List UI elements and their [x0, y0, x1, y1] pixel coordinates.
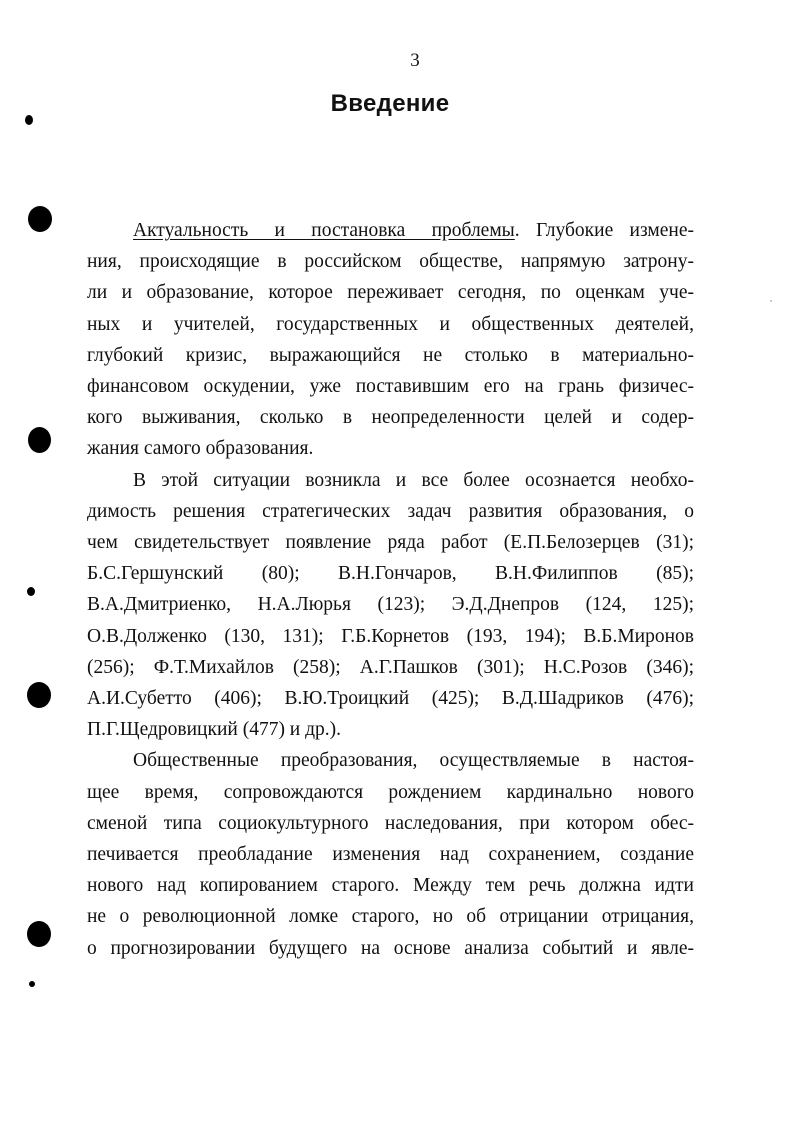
text-line: В.А.Дмитриенко, Н.А.Люрья (123); Э.Д.Днепров (124, 125);	[87, 594, 694, 616]
page-number: 3	[410, 50, 420, 71]
punch-hole-mark	[27, 587, 35, 596]
page-title: Введение	[330, 90, 450, 117]
text-line: О.В.Долженко (130, 131); Г.Б.Корнетов (193, 194); В.Б.Миронов	[87, 625, 694, 647]
punch-hole-mark	[28, 206, 52, 232]
text-line: финансовом оскудении, уже поставившим его на грань физичес-	[87, 376, 694, 398]
paragraph	[87, 745, 694, 963]
text-line: ния, происходящие в российском обществе, напрямую затрону-	[87, 251, 694, 273]
text-line: нового над копированием старого. Между тем речь должна идти	[87, 875, 694, 897]
text-line: чем свидетельствует появление ряда работ (Е.П.Белозерцев (31);	[87, 532, 694, 554]
text-line: ных и учителей, государственных и общественных деятелей,	[87, 313, 694, 335]
text-line: (256); Ф.Т.Михайлов (258); А.Г.Пашков (301); Н.С.Розов (346);	[87, 656, 694, 678]
scan-speck	[770, 300, 772, 302]
text-line: не о революционной ломке старого, но об отрицании отрицания,	[87, 906, 694, 928]
punch-hole-mark	[27, 682, 51, 708]
text-line: о прогнозировании будущего на основе анализа событий и явле-	[87, 937, 694, 959]
paragraph	[87, 215, 694, 465]
text-line: кого выживания, сколько в неопределенности целей и содер-	[87, 407, 694, 429]
punch-hole-mark	[29, 981, 35, 987]
text-line: щее время, сопровождаются рождением кардинально нового	[87, 781, 694, 803]
text-line: Актуальность и постановка проблемы. Глубокие измене-	[133, 220, 694, 241]
text-line: А.И.Субетто (406); В.Ю.Троицкий (425); В.Д.Шадриков (476);	[87, 688, 694, 710]
text-line: В этой ситуации возникла и все более осознается необхо-	[133, 469, 694, 491]
punch-hole-mark	[27, 921, 51, 947]
punch-hole-mark	[28, 427, 51, 453]
text-line: глубокий кризис, выражающийся не столько в материально-	[87, 344, 694, 366]
text-line: П.Г.Щедровицкий (477) и др.).	[87, 719, 342, 741]
text-line: димость решения стратегических задач развития образования, о	[87, 500, 694, 522]
text-line: Б.С.Гершунский (80); В.Н.Гончаров, В.Н.Филиппов (85);	[87, 563, 694, 585]
text-line: Общественные преобразования, осуществляемые в настоя-	[133, 750, 694, 772]
text-line: печивается преобладание изменения над сохранением, создание	[87, 844, 694, 866]
document-body	[87, 215, 694, 964]
text-line: жания самого образования.	[87, 438, 314, 460]
underlined-heading: Актуальность и постановка проблемы	[133, 220, 515, 241]
paragraph	[87, 465, 694, 746]
text-line: ли и образование, которое переживает сегодня, по оценкам уче-	[87, 282, 694, 304]
text-line: сменой типа социокультурного наследования, при котором обес-	[87, 812, 694, 834]
